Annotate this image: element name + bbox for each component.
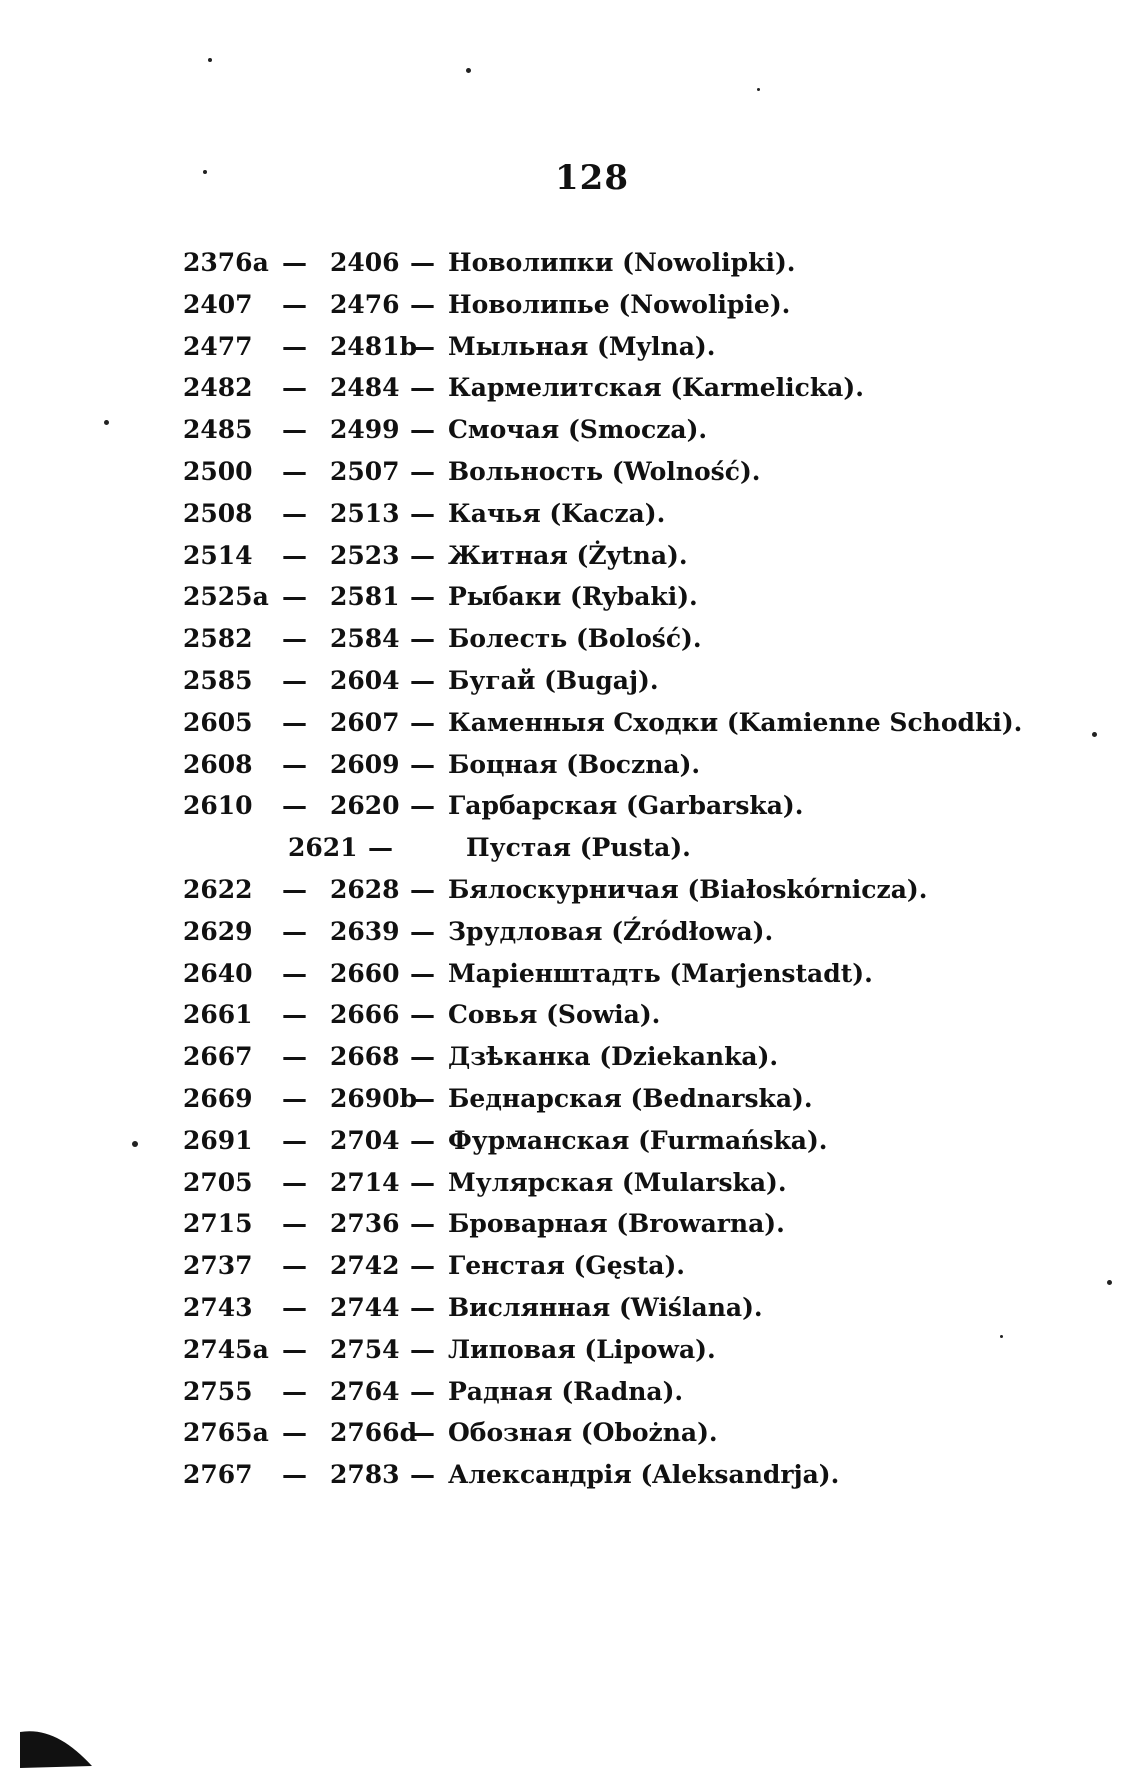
street-name: Смочая (Smocza). <box>448 415 708 445</box>
speck <box>757 88 760 91</box>
house-number-from: 2608 <box>183 749 253 779</box>
street-name: Кармелитская (Karmelicka). <box>448 373 864 403</box>
range-dash: — <box>282 1000 307 1030</box>
street-name: Гарбарская (Garbarska). <box>448 791 804 821</box>
street-name: Качья (Kacza). <box>448 498 666 528</box>
house-number-to: 2764 <box>330 1376 400 1406</box>
name-dash: — <box>410 289 435 319</box>
house-number-from: 2610 <box>183 791 253 821</box>
page-number: 128 <box>555 158 629 198</box>
range-dash: — <box>282 456 307 486</box>
house-number-from: 2376a <box>183 248 269 277</box>
house-number-from: 2640 <box>183 958 253 988</box>
name-dash: — <box>410 1042 435 1072</box>
name-dash: — <box>410 331 435 361</box>
speck <box>1107 1280 1112 1285</box>
name-dash: — <box>410 1460 435 1490</box>
name-dash: — <box>410 1125 435 1155</box>
house-number-to: 2620 <box>330 791 400 821</box>
range-dash: — <box>282 916 307 946</box>
name-dash: — <box>410 1167 435 1197</box>
name-dash: — <box>410 791 435 821</box>
house-number-from: 2621 <box>288 833 358 863</box>
house-number-to: 2783 <box>330 1460 400 1490</box>
speck <box>1000 1335 1003 1338</box>
house-number-to: 2628 <box>330 874 400 904</box>
house-number-to: 2609 <box>330 749 400 779</box>
house-number-to: 2607 <box>330 707 400 737</box>
range-dash: — <box>282 707 307 737</box>
house-number-to: 2484 <box>330 373 400 403</box>
house-number-to: 2660 <box>330 958 400 988</box>
range-dash: — <box>368 833 393 863</box>
street-name: Совья (Sowia). <box>448 1000 661 1030</box>
house-number-to: 2523 <box>330 540 400 570</box>
range-dash: — <box>282 540 307 570</box>
name-dash: — <box>410 373 435 403</box>
house-number-to: 2690b <box>330 1083 418 1113</box>
range-dash: — <box>282 749 307 779</box>
house-number-from: 2525a <box>183 582 269 612</box>
house-number-from: 2755 <box>183 1376 253 1406</box>
name-dash: — <box>410 1292 435 1322</box>
name-dash: — <box>410 1334 435 1364</box>
range-dash: — <box>282 331 307 361</box>
house-number-to: 2766d <box>330 1418 418 1448</box>
street-name: Радная (Radna). <box>448 1376 684 1406</box>
corner-stain <box>20 1710 100 1768</box>
house-number-from: 2743 <box>183 1292 253 1322</box>
street-name: Беднарская (Bednarska). <box>448 1083 813 1113</box>
name-dash: — <box>410 498 435 528</box>
name-dash: — <box>410 624 435 654</box>
range-dash: — <box>282 582 307 612</box>
house-number-from: 2407 <box>183 289 253 319</box>
street-name: Пустая (Pusta). <box>466 833 691 863</box>
range-dash: — <box>282 958 307 988</box>
name-dash: — <box>410 1209 435 1239</box>
range-dash: — <box>282 1251 307 1281</box>
name-dash: — <box>410 1083 435 1113</box>
house-number-to: 2513 <box>330 498 400 528</box>
name-dash: — <box>410 1376 435 1406</box>
house-number-from: 2691 <box>183 1125 253 1155</box>
house-number-from: 2629 <box>183 916 253 946</box>
house-number-to: 2714 <box>330 1167 400 1197</box>
range-dash: — <box>282 1376 307 1406</box>
street-name: Маріенштадть (Marjenstadt). <box>448 958 873 988</box>
street-name: Бялоскурничая (Białoskórnicza). <box>448 874 928 904</box>
range-dash: — <box>282 1167 307 1197</box>
range-dash: — <box>282 248 307 277</box>
range-dash: — <box>282 373 307 403</box>
street-name: Мыльная (Mylna). <box>448 331 716 361</box>
house-number-to: 2704 <box>330 1125 400 1155</box>
house-number-from: 2514 <box>183 540 253 570</box>
street-name: Бугай (Bugaj). <box>448 665 659 695</box>
name-dash: — <box>410 707 435 737</box>
house-number-to: 2754 <box>330 1334 400 1364</box>
name-dash: — <box>410 665 435 695</box>
house-number-to: 2742 <box>330 1251 400 1281</box>
house-number-from: 2585 <box>183 665 253 695</box>
range-dash: — <box>282 624 307 654</box>
range-dash: — <box>282 1292 307 1322</box>
house-number-to: 2481b <box>330 331 418 361</box>
house-number-from: 2765a <box>183 1418 269 1448</box>
house-number-from: 2705 <box>183 1167 253 1197</box>
street-name: Новолипки (Nowolipki). <box>448 248 796 277</box>
house-number-from: 2622 <box>183 874 253 904</box>
house-number-to: 2476 <box>330 289 400 319</box>
house-number-to: 2744 <box>330 1292 400 1322</box>
name-dash: — <box>410 415 435 445</box>
speck <box>104 420 109 425</box>
street-name: Броварная (Browarna). <box>448 1209 785 1239</box>
street-name: Зрудловая (Źródłowa). <box>448 916 774 946</box>
house-number-to: 2736 <box>330 1209 400 1239</box>
house-number-to: 2666 <box>330 1000 400 1030</box>
name-dash: — <box>410 749 435 779</box>
street-name: Новолипье (Nowolipie). <box>448 289 791 319</box>
speck <box>203 170 207 174</box>
street-name: Болесть (Bolość). <box>448 624 702 654</box>
range-dash: — <box>282 415 307 445</box>
street-name: Александрія (Aleksandrja). <box>448 1460 840 1490</box>
range-dash: — <box>282 665 307 695</box>
house-number-to: 2406 <box>330 248 400 277</box>
range-dash: — <box>282 498 307 528</box>
street-name: Дзѣканка (Dziekanka). <box>448 1042 779 1072</box>
name-dash: — <box>410 456 435 486</box>
street-name: Фурманская (Furmańska). <box>448 1125 828 1155</box>
street-name: Вольность (Wolność). <box>448 456 761 486</box>
house-number-from: 2485 <box>183 415 253 445</box>
house-number-from: 2745a <box>183 1334 269 1364</box>
street-name: Вислянная (Wiślana). <box>448 1292 763 1322</box>
speck <box>132 1141 138 1147</box>
name-dash: — <box>410 540 435 570</box>
house-number-from: 2482 <box>183 373 253 403</box>
range-dash: — <box>282 1460 307 1490</box>
speck <box>1092 732 1097 737</box>
range-dash: — <box>282 1042 307 1072</box>
street-name: Боцная (Boczna). <box>448 749 701 779</box>
range-dash: — <box>282 1083 307 1113</box>
house-number-from: 2605 <box>183 707 253 737</box>
street-name: Житная (Żytna). <box>448 540 688 570</box>
range-dash: — <box>282 1418 307 1448</box>
street-name: Рыбаки (Rybaki). <box>448 582 698 612</box>
house-number-from: 2508 <box>183 498 253 528</box>
house-number-from: 2500 <box>183 456 253 486</box>
range-dash: — <box>282 874 307 904</box>
range-dash: — <box>282 1334 307 1364</box>
speck <box>466 68 471 73</box>
name-dash: — <box>410 1000 435 1030</box>
name-dash: — <box>410 958 435 988</box>
house-number-from: 2737 <box>183 1251 253 1281</box>
street-name: Обозная (Obożna). <box>448 1418 718 1448</box>
house-number-to: 2639 <box>330 916 400 946</box>
house-number-to: 2584 <box>330 624 400 654</box>
name-dash: — <box>410 874 435 904</box>
street-name: Липовая (Lipowa). <box>448 1334 716 1364</box>
house-number-from: 2582 <box>183 624 253 654</box>
house-number-from: 2715 <box>183 1209 253 1239</box>
house-number-from: 2767 <box>183 1460 253 1490</box>
house-number-to: 2499 <box>330 415 400 445</box>
speck <box>208 58 212 62</box>
street-name: Каменныя Сходки (Kamienne Schodki). <box>448 707 1023 737</box>
range-dash: — <box>282 791 307 821</box>
street-name: Мулярская (Mularska). <box>448 1167 787 1197</box>
house-number-to: 2581 <box>330 582 400 612</box>
range-dash: — <box>282 1209 307 1239</box>
range-dash: — <box>282 1125 307 1155</box>
house-number-from: 2669 <box>183 1083 253 1113</box>
name-dash: — <box>410 916 435 946</box>
house-number-from: 2477 <box>183 331 253 361</box>
house-number-from: 2667 <box>183 1042 253 1072</box>
house-number-to: 2507 <box>330 456 400 486</box>
name-dash: — <box>410 248 435 277</box>
house-number-to: 2604 <box>330 665 400 695</box>
name-dash: — <box>410 1251 435 1281</box>
house-number-from: 2661 <box>183 1000 253 1030</box>
name-dash: — <box>410 1418 435 1448</box>
house-number-to: 2668 <box>330 1042 400 1072</box>
name-dash: — <box>410 582 435 612</box>
range-dash: — <box>282 289 307 319</box>
street-name: Генстая (Gęsta). <box>448 1251 685 1281</box>
